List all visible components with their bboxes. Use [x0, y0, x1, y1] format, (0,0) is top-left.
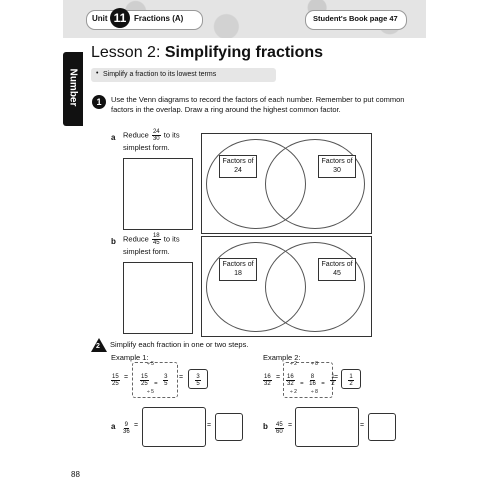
q1a-line2: simplest form. — [123, 143, 170, 152]
q2a-den: 36 — [123, 429, 130, 436]
example2-label: Example 2: — [263, 353, 301, 362]
side-tab-label: Number — [67, 68, 79, 107]
page-number: 88 — [71, 470, 80, 479]
unit-title: Fractions (A) — [134, 14, 184, 23]
example2-start-den: 32 — [264, 381, 271, 388]
q2b-fraction — [274, 420, 285, 438]
q1b-line2: simplest form. — [123, 247, 170, 256]
q1b-venn-left-label: Factors of 18 — [219, 258, 257, 281]
q1b-fraction-denominator: 45 — [152, 240, 160, 246]
example2-step2-num: 1 — [331, 374, 335, 381]
example2-work-eq2: = — [321, 381, 325, 387]
example2-eq1: = — [276, 374, 281, 381]
example1-start-den: 25 — [112, 381, 119, 388]
example1-work-num: 15 — [141, 374, 148, 381]
q1a-venn-left-label: Factors of 24 — [219, 155, 257, 178]
example2-op1-top: ÷ 2 — [290, 361, 297, 367]
example2-result-box — [341, 369, 361, 389]
q2b-eq2: = — [360, 422, 365, 429]
q1-number-badge — [92, 95, 106, 109]
example2-working — [285, 372, 337, 390]
objective-text: Simplify a fraction to its lowest terms — [103, 71, 217, 78]
q1a-fraction-denominator: 30 — [152, 136, 160, 142]
q2a-eq1: = — [134, 422, 139, 429]
q2b-eq1: = — [288, 422, 293, 429]
q1b-answer-box[interactable] — [123, 262, 193, 334]
example2-eq2: = — [334, 374, 339, 381]
q2a-working-box[interactable] — [142, 407, 206, 447]
example1-eq1: = — [124, 374, 129, 381]
example1-eq2: = — [179, 374, 184, 381]
q2a-eq2: = — [207, 422, 212, 429]
q1a-letter: a — [111, 133, 116, 142]
example1-result-den: 5 — [196, 380, 200, 387]
example1-op-top: ÷ 5 — [147, 361, 154, 367]
q2a-letter: a — [111, 422, 116, 431]
example1-start-fraction — [110, 372, 121, 390]
q1a-after: to its — [163, 130, 180, 140]
q2b-num: 45 — [276, 422, 283, 429]
q1a-answer-box[interactable] — [123, 158, 193, 230]
example1-op-bottom: ÷ 5 — [147, 389, 154, 395]
q1b-after: to its — [163, 234, 180, 244]
q1a-venn-right-circle — [265, 139, 365, 229]
example2-work-num: 16 — [287, 374, 294, 381]
q1b-fraction — [152, 233, 161, 246]
q2b-working-box[interactable] — [295, 407, 359, 447]
q1-number: 1 — [96, 97, 102, 107]
example2-result-num: 1 — [349, 373, 353, 380]
unit-label: Unit — [92, 14, 108, 23]
q1b-prompt — [123, 233, 180, 246]
example1-working — [139, 372, 169, 390]
lesson-title — [91, 44, 323, 62]
q2a-fraction — [122, 420, 131, 438]
example1-work-den: 25 — [141, 381, 148, 388]
unit-number: 11 — [113, 11, 127, 25]
q1b-letter: b — [111, 237, 116, 246]
book-ref: Student's Book page 47 — [313, 14, 398, 23]
q2b-answer-box[interactable] — [368, 413, 396, 441]
q1b-venn-right-label: Factors of 45 — [318, 258, 356, 281]
q1a-fraction-numerator: 24 — [152, 129, 160, 135]
example2-op1-bottom: ÷ 2 — [290, 389, 297, 395]
example1-result-box — [188, 369, 208, 389]
example2-result-den: 2 — [349, 380, 353, 387]
q2-number: 2 — [96, 343, 100, 350]
example2-start-num: 16 — [264, 374, 271, 381]
objective-bullet: • — [96, 70, 99, 77]
q2b-letter: b — [263, 422, 268, 431]
q2b-den: 60 — [276, 429, 283, 436]
example1-label: Example 1: — [111, 353, 149, 362]
example1-mid-num: 3 — [164, 374, 168, 381]
q1a-fraction — [152, 129, 161, 142]
example1-mid-den: 5 — [164, 381, 168, 388]
q1b-reduce: Reduce — [123, 234, 149, 244]
q1-instructions: Use the Venn diagrams to record the factors of each number. Remember to put common factors in the overlap. Draw a ring around the highest common factor. — [111, 95, 405, 114]
q2a-answer-box[interactable] — [215, 413, 243, 441]
example1-work-eq: = — [154, 381, 158, 387]
q1b-fraction-numerator: 18 — [152, 233, 160, 239]
example2-work-eq1: = — [300, 381, 304, 387]
lesson-title-main: Simplifying fractions — [164, 44, 324, 61]
lesson-title-prefix: Lesson 2: — [91, 44, 165, 61]
example1-start-num: 15 — [112, 374, 119, 381]
example2-start-fraction — [262, 372, 273, 390]
unit-number-badge — [110, 8, 130, 28]
q1a-reduce: Reduce — [123, 130, 149, 140]
q2-instructions: Simplify each fraction in one or two steps. — [110, 340, 249, 349]
example2-step1-den: 16 — [309, 381, 316, 388]
q2a-num: 9 — [124, 422, 129, 429]
example1-result-num: 3 — [196, 373, 200, 380]
q1b-venn-right-circle — [265, 242, 365, 332]
example2-step2-den: 2 — [331, 381, 335, 388]
q1a-prompt — [123, 129, 180, 142]
example2-op2-bottom: ÷ 8 — [311, 389, 318, 395]
example2-work-den: 32 — [287, 381, 294, 388]
q1a-venn-right-label: Factors of 30 — [318, 155, 356, 178]
example2-step1-num: 8 — [310, 374, 315, 381]
example2-op2-top: ÷ 8 — [311, 361, 318, 367]
